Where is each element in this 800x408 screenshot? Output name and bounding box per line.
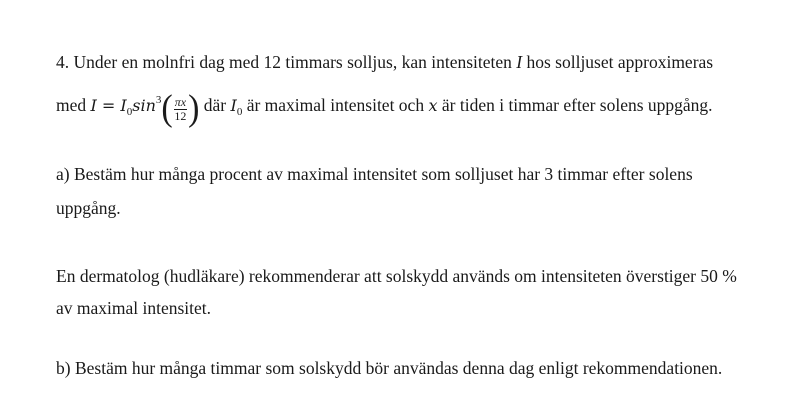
variable-I: I [516,52,523,72]
problem-formula-line [56,88,713,129]
med-text: med [56,95,91,115]
formula-subscript-0: 0 [126,106,133,118]
variable-x: x [428,96,438,115]
variable-I0-subscript: 0 [236,106,243,118]
formula-I: I [90,96,97,115]
dar-text: där [199,95,231,115]
part-a-line1: a) Bestäm hur många procent av maximal intensitet som solljuset har 3 timmar efter solens [56,164,693,184]
part-a-line2: uppgång. [56,198,121,218]
variable-I0: I [230,96,237,115]
fraction-denominator: 12 [174,109,187,123]
left-paren: ( [161,88,173,129]
definition-text: är maximal intensitet och [242,95,429,115]
formula-I0: I [120,96,127,115]
formula-exponent: 3 [155,94,162,106]
fraction [174,96,187,123]
fraction-numerator: πx [174,95,187,109]
right-paren: ) [188,88,200,129]
problem-intro-line1 [56,52,713,73]
dermatologist-line1: En dermatolog (hudläkare) rekommenderar att solskydd används om intensiteten överstiger 50 % [56,266,737,286]
intro-text-end: hos solljuset approximeras [522,52,714,72]
formula-sin: sin [132,96,156,115]
definition-text-end: är tiden i timmar efter solens uppgång. [437,95,713,115]
formula-equals: = [96,96,121,115]
part-b-line: b) Bestäm hur många timmar som solskydd bör användas denna dag enligt rekommendationen. [56,358,723,378]
dermatologist-line2: av maximal intensitet. [56,298,212,318]
intro-text: 4. Under en molnfri dag med 12 timmars solljus, kan intensiteten [56,52,517,72]
